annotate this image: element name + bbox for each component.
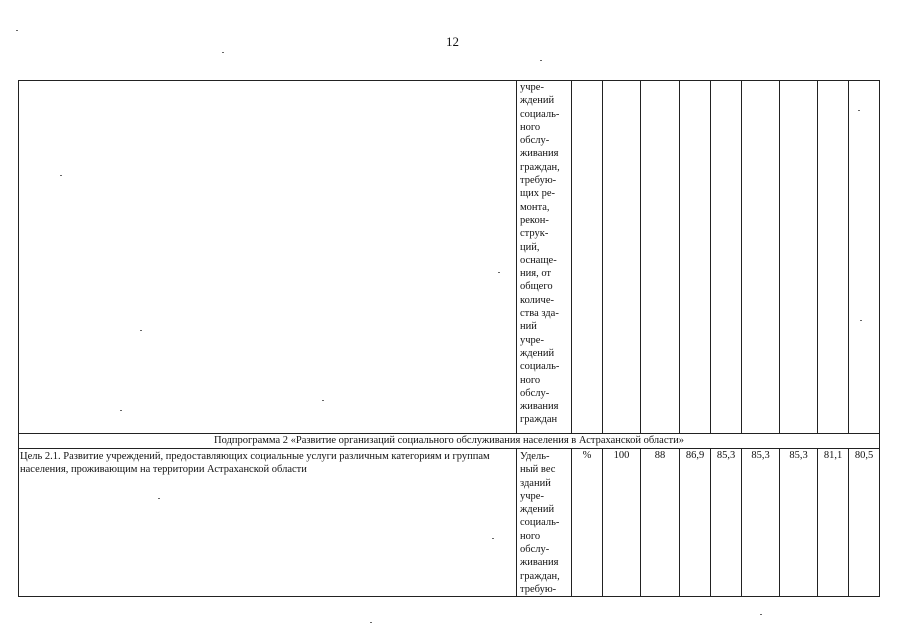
scan-speck [370, 622, 372, 623]
indicator-line: ного [520, 121, 541, 133]
column-divider [679, 448, 680, 597]
column-divider [817, 80, 818, 434]
scan-speck [492, 538, 494, 539]
goal-text: Цель 2.1. Развитие учреждений, предоставляющих социальные услуги различным категориям и группам населения, проживающим на территории Астраханской области [20, 451, 490, 475]
indicator-line: количе- [520, 294, 554, 306]
column-divider [640, 448, 641, 597]
scan-speck [498, 272, 500, 273]
table-left-border [18, 80, 19, 597]
indicator-line: ний [520, 321, 537, 333]
indicator-line: требую- [520, 175, 557, 187]
column-divider [679, 80, 680, 434]
column-divider [817, 448, 818, 597]
value-cell: 88 [654, 450, 666, 461]
scan-speck [858, 110, 860, 111]
column-divider [779, 80, 780, 434]
value-cell: 85,3 [789, 450, 808, 461]
indicator-line: живания [520, 148, 559, 160]
bottom-indicator-cell [520, 450, 560, 596]
indicator-line: ного [520, 530, 541, 542]
column-divider [848, 80, 849, 434]
column-divider [779, 448, 780, 597]
indicator-line: ждений [520, 504, 555, 516]
column-divider [848, 448, 849, 597]
scan-speck [760, 614, 762, 615]
page-number: 12 [446, 34, 459, 49]
column-divider [516, 448, 517, 597]
indicator-line: ния, от [520, 268, 552, 280]
indicator-line: Удель- [520, 451, 550, 462]
indicator-line: социаль- [520, 361, 560, 373]
indicator-line: щих ре- [520, 188, 555, 200]
indicator-line: социаль- [520, 517, 560, 529]
column-divider [710, 448, 711, 597]
subprogram-row-bottom-border [18, 448, 880, 449]
scan-speck [222, 52, 224, 53]
scan-speck [322, 400, 324, 401]
table-bottom-border [18, 596, 880, 597]
indicator-line: учре- [520, 334, 544, 346]
scan-speck [16, 30, 18, 31]
indicator-line: требую- [520, 583, 557, 595]
indicator-line: ций, [520, 241, 540, 253]
indicator-line: граждан, [520, 161, 560, 173]
indicator-line: обслу- [520, 387, 550, 399]
column-divider [640, 80, 641, 434]
value-cell: 85,3 [716, 450, 736, 461]
column-divider [602, 448, 603, 597]
indicator-line: социаль- [520, 108, 560, 120]
scan-speck [860, 320, 862, 321]
indicator-line: живания [520, 557, 559, 569]
unit-cell: % [582, 450, 592, 461]
indicator-line: ного [520, 374, 541, 386]
value-cell: 100 [613, 450, 630, 461]
scan-speck [158, 498, 160, 499]
indicator-line: обслу- [520, 135, 550, 147]
indicator-line: зданий [520, 477, 551, 489]
subprogram-title: Подпрограмма 2 «Развитие организаций социального обслуживания населения в Астраханской области» [214, 435, 684, 446]
indicator-line: граждан [520, 414, 558, 426]
column-divider [571, 448, 572, 597]
column-divider [741, 448, 742, 597]
subprogram-row-top-border [18, 433, 880, 434]
indicator-line: струк- [520, 228, 549, 240]
indicator-line: граждан, [520, 570, 560, 582]
table-right-border [879, 80, 880, 597]
indicator-line: учре- [520, 82, 544, 93]
value-cell: 85,3 [751, 450, 770, 461]
value-cell: 80,5 [854, 450, 874, 461]
indicator-line: обслу- [520, 544, 550, 556]
indicator-line: учре- [520, 490, 544, 502]
indicator-line: общего [520, 281, 553, 293]
indicator-line: живания [520, 401, 559, 413]
indicator-line: ждений [520, 347, 555, 359]
indicator-line: ный вес [520, 464, 556, 476]
value-cell: 81,1 [823, 450, 843, 461]
column-divider [516, 80, 517, 434]
scan-speck [140, 330, 142, 331]
column-divider [710, 80, 711, 434]
indicator-line: оснаще- [520, 254, 557, 266]
table-top-border [18, 80, 880, 81]
indicator-line: ждений [520, 95, 555, 107]
value-cell: 86,9 [685, 450, 705, 461]
scan-speck [540, 60, 542, 61]
column-divider [571, 80, 572, 434]
column-divider [741, 80, 742, 434]
scan-speck [120, 410, 122, 411]
indicator-line: ства зда- [520, 308, 559, 320]
top-indicator-cell [520, 81, 560, 427]
column-divider [602, 80, 603, 434]
indicator-line: монта, [520, 201, 550, 213]
indicator-line: рекон- [520, 214, 549, 226]
scan-speck [60, 175, 62, 176]
